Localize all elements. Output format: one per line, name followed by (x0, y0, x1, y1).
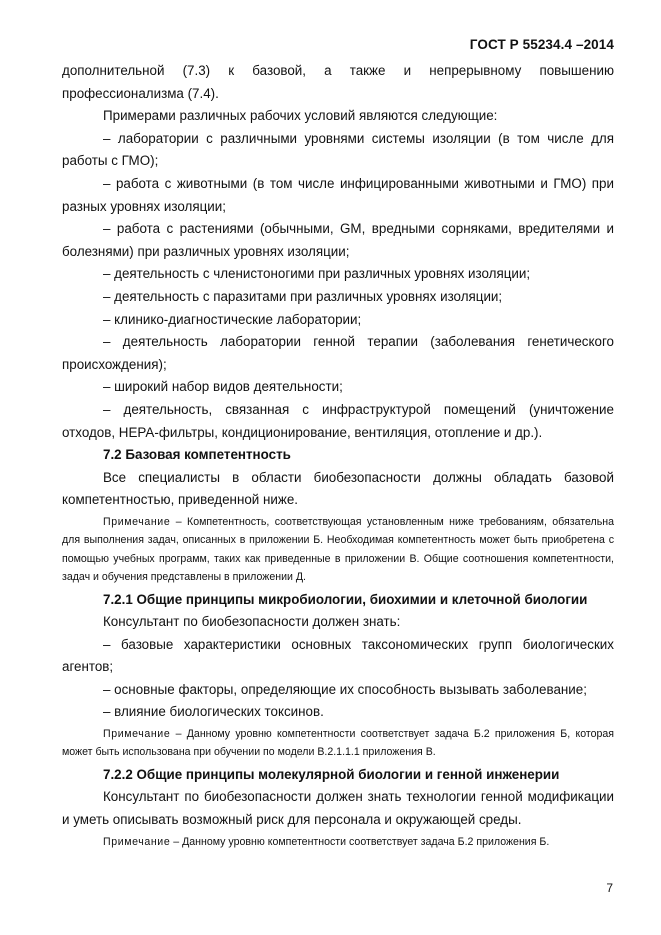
note (62, 725, 614, 762)
note (62, 513, 614, 587)
list-item: – влияние биологических токсинов. (103, 704, 324, 720)
paragraph: Консультант по биобезопасности должен знать технологии генной модификации и уметь описывать возможный риск для персонала и окружающей среды. (62, 789, 614, 828)
list-item: – деятельность, связанная с инфраструктурой помещений (уничтожение отходов, НЕРА-фильтры, кондиционирование, вентиляция, отопление и др.). (62, 401, 614, 440)
note-label: Примечание (103, 835, 171, 848)
section-heading: 7.2 Базовая компетентность (103, 447, 291, 463)
note-text: – Компетентность, соответствующая установленным ниже требованиям, обязательна для выполнения задач, описанных в приложении Б. Необходимая компетентность может быть приобретена с помощью учебных программ, таких как приведенные в приложении В. Общие соотношения компетентности, задач и обучения представлены в приложении Д. (62, 515, 614, 584)
list-item: – широкий набор видов деятельности; (103, 379, 343, 395)
list-item: – работа с растениями (обычными, GM, вредными сорняками, вредителями и болезнями) при различных уровнях изоляции; (62, 221, 614, 259)
note-text: – Данному уровню компетентности соответствует задача Б.2 приложения Б. (170, 835, 550, 848)
paragraph: дополнительной (7.3) к базовой, а также и непрерывному повышению профессионализма (7.4). (62, 63, 614, 101)
list-item: – деятельность лаборатории генной терапии (заболевания генетического происхождения); (62, 334, 614, 372)
list-item: – лаборатории с различными уровнями системы изоляции (в том числе для работы с ГМО); (62, 130, 614, 169)
page-number: 7 (606, 881, 613, 895)
note-text: – Данному уровню компетентности соответствует задача Б.2 приложения Б, которая может быть использована при обучении по модели В.2.1.1.1 приложения В. (62, 728, 614, 759)
list-item: – клинико-диагностические лаборатории; (103, 311, 362, 327)
list-item: – базовые характеристики основных таксономических групп биологических агентов; (62, 636, 614, 675)
note-label: Примечание (103, 515, 171, 528)
paragraph: Примерами различных рабочих условий являются следующие: (103, 108, 498, 124)
document-header: ГОСТ Р 55234.4 –2014 (469, 37, 614, 52)
list-item: – деятельность с паразитами при различных уровнях изоляции; (103, 288, 503, 304)
list-item: – основные факторы, определяющие их способность вызывать заболевание; (103, 681, 587, 697)
section-heading: 7.2.2 Общие принципы молекулярной биологии и генной инженерии (103, 766, 560, 782)
paragraph: Все специалисты в области биобезопасности должны обладать базовой компетентностью, приведенной ниже. (62, 469, 614, 508)
list-item: – деятельность с членистоногими при различных уровнях изоляции; (103, 266, 531, 282)
paragraph: Консультант по биобезопасности должен знать: (103, 614, 401, 630)
list-item: – работа с животными (в том числе инфицированными животными и ГМО) при разных уровнях изоляции; (62, 175, 614, 214)
note-label: Примечание (103, 728, 171, 741)
page-body (62, 60, 614, 853)
note (62, 833, 614, 851)
section-heading: 7.2.1 Общие принципы микробиологии, биохимии и клеточной биологии (103, 591, 588, 607)
